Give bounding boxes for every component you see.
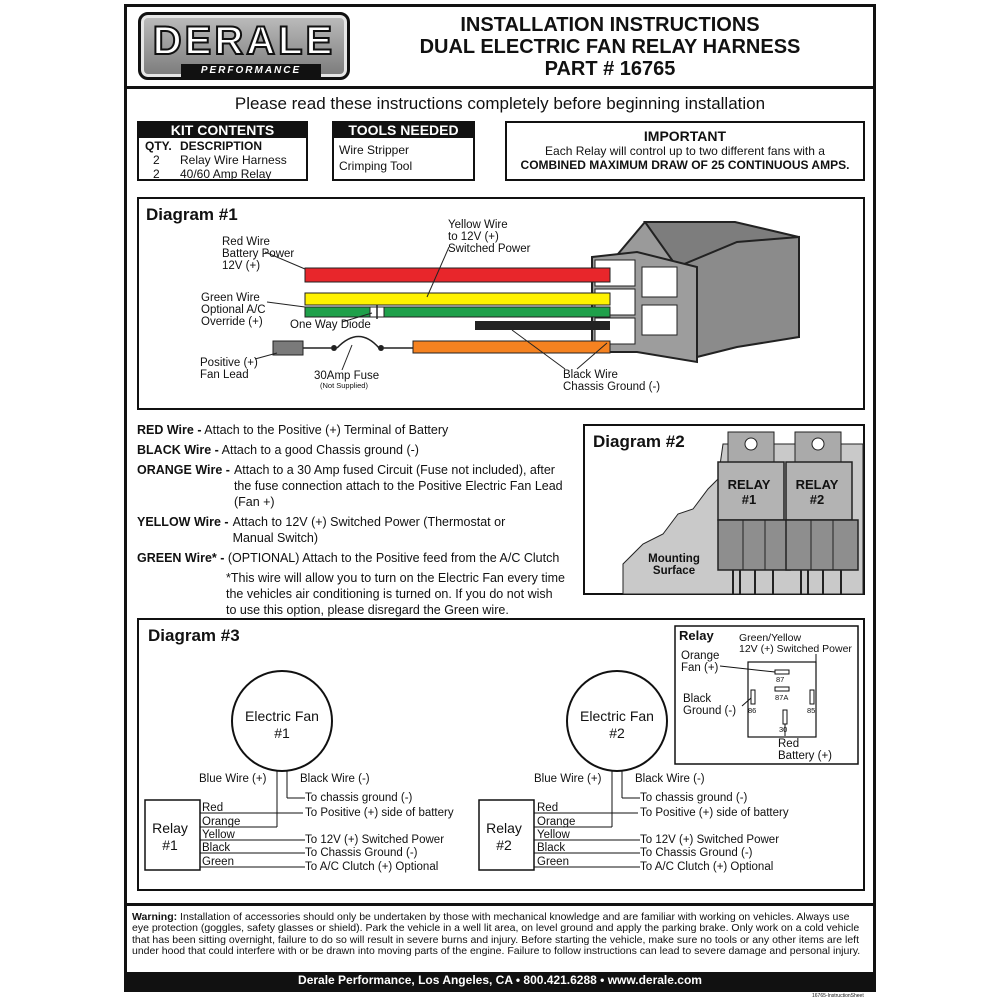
wire-text: Attach to the Positive (+) Terminal of Battery — [204, 423, 449, 437]
pin-86 — [751, 690, 755, 704]
important-box — [505, 121, 865, 181]
orange-instruction — [137, 462, 587, 510]
pin-87 — [775, 670, 789, 674]
green-note — [226, 570, 587, 618]
pin-86-label: 86 — [748, 706, 757, 715]
wire-name: ORANGE Wire - — [137, 463, 230, 477]
wire-text-block — [233, 514, 506, 546]
diagram-2-title: Diagram #2 — [593, 432, 685, 451]
kit-item-qty: 2 — [153, 153, 160, 167]
pin-30 — [783, 710, 787, 724]
wire-text: Manual Switch) — [232, 531, 319, 545]
logo-text: DERALE — [152, 19, 336, 63]
to-ac-label: To A/C Clutch (+) Optional — [640, 861, 774, 873]
relay-2-text: Relay #2 — [486, 820, 522, 853]
important-line-2: COMBINED MAXIMUM DRAW OF 25 CONTINUOUS AMPS. — [520, 158, 850, 172]
wire-red-label: Red — [202, 802, 224, 814]
relay-1-label: RELAY #1 — [727, 477, 771, 507]
footer-divider — [124, 903, 876, 906]
kit-contents-title: KIT CONTENTS — [139, 123, 306, 138]
derale-logo — [138, 12, 350, 80]
fan-lead-label: Positive (+) Fan Lead — [200, 357, 258, 381]
important-title: IMPORTANT — [643, 128, 727, 144]
relay-1-text: Relay #1 — [152, 820, 188, 853]
relay-2-label: RELAY #2 — [795, 477, 839, 507]
qty-header: QTY. — [145, 139, 172, 153]
relay-1-connector — [718, 520, 790, 570]
kit-item-qty: 2 — [153, 167, 160, 181]
to-switched-label: To 12V (+) Switched Power — [305, 834, 445, 846]
blue-wire-label: Blue Wire (+) — [199, 773, 267, 785]
desc-header: DESCRIPTION — [180, 139, 263, 153]
wire-name: GREEN Wire* - — [137, 551, 225, 565]
wire-black-label: Black — [202, 842, 231, 854]
title-line-2: DUAL ELECTRIC FAN RELAY HARNESS — [419, 36, 801, 58]
kit-contents-box — [137, 121, 308, 181]
wire-green-label: Green — [202, 856, 234, 868]
leader-line — [267, 302, 305, 307]
orange-label: Orange Fan (+) — [681, 650, 720, 674]
fuse-terminal — [378, 345, 384, 351]
important-line-1: Each Relay will control up to two different fans with a — [545, 144, 825, 158]
to-chassis-label: To chassis ground (-) — [305, 792, 413, 804]
relay-inset-title: Relay — [679, 628, 714, 643]
relay-2-connector — [786, 520, 858, 570]
green-note-line: to use this option, please disregard the Green wire. — [226, 603, 509, 617]
wire-text: Attach to a 30 Amp fused Circuit (Fuse not included), after — [233, 463, 555, 477]
wire-red-label: Red — [537, 802, 559, 814]
relay-1-screw — [745, 438, 757, 450]
fan-2-label: Electric Fan #2 — [580, 708, 654, 741]
red-wire-label: Red Wire Battery Power 12V (+) — [222, 236, 295, 272]
wire-name: YELLOW Wire - — [137, 515, 229, 529]
leader-line — [255, 353, 277, 359]
green-note-line: the vehicles air conditioning is turned on. If you do not wish — [226, 587, 553, 601]
mounting-surface-label: Mounting Surface — [648, 553, 700, 577]
fuse-terminal — [331, 345, 337, 351]
warning-text — [132, 912, 868, 957]
wire-text: (OPTIONAL) Attach to the Positive feed from the A/C Clutch — [227, 551, 560, 565]
wire-orange-label: Orange — [537, 816, 576, 828]
warning-label: Warning: — [132, 911, 178, 923]
black-wire-label: Black Wire (-) — [300, 773, 370, 785]
footer-bar: Derale Performance, Los Angeles, CA • 800.421.6288 • www.derale.com — [127, 972, 873, 989]
diagram-3-title: Diagram #3 — [148, 626, 240, 645]
fan-1-label: Electric Fan #1 — [245, 708, 319, 741]
red-wire — [305, 268, 610, 282]
pin-85-label: 85 — [807, 706, 816, 715]
pin-30-label: 30 — [779, 725, 788, 734]
tools-needed-title: TOOLS NEEDED — [334, 123, 473, 138]
red-label: Red Battery (+) — [778, 738, 833, 762]
wire-instructions — [137, 422, 587, 618]
connector-slot — [642, 267, 677, 297]
to-positive-label: To Positive (+) side of battery — [640, 807, 789, 819]
diagram-1-title: Diagram #1 — [146, 205, 238, 224]
read-notice: Please read these instructions completely before beginning installation — [234, 94, 766, 113]
title-line-1: INSTALLATION INSTRUCTIONS — [460, 14, 760, 36]
wire-yellow-label: Yellow — [202, 829, 235, 841]
relay-2-screw — [812, 438, 824, 450]
wire-text: Attach to 12V (+) Switched Power (Thermostat or — [232, 515, 506, 529]
fuse-label: 30Amp Fuse — [314, 370, 380, 382]
logo-subtext: PERFORMANCE — [181, 64, 321, 77]
red-instruction — [137, 422, 587, 438]
orange-wire — [413, 341, 610, 353]
yellow-instruction — [137, 514, 587, 546]
pin-85 — [810, 690, 814, 704]
black-wire — [475, 321, 610, 330]
black-wire-label: Black Wire (-) — [635, 773, 705, 785]
pin-87a-label: 87A — [775, 693, 789, 702]
black-label: Black Ground (-) — [683, 693, 737, 717]
title-line-3: PART # 16765 — [544, 58, 676, 80]
black-wire-label: Black Wire Chassis Ground (-) — [563, 369, 661, 393]
wire-name: RED Wire - — [137, 423, 202, 437]
to-positive-label: To Positive (+) side of battery — [305, 807, 454, 819]
fuse-note: (Not Supplied) — [320, 381, 368, 390]
yellow-wire — [305, 293, 610, 305]
green-instruction — [137, 550, 587, 566]
tool-item: Wire Stripper — [339, 143, 410, 157]
leader-line — [342, 345, 352, 370]
sheet-id: 16765-InstructionSheet — [812, 993, 864, 999]
kit-item-desc: Relay Wire Harness — [180, 153, 287, 167]
fan-lead-connector — [273, 341, 303, 355]
pin-87-label: 87 — [776, 675, 785, 684]
blue-wire-label: Blue Wire (+) — [534, 773, 602, 785]
wire-text: the fuse connection attach to the Positive Electric Fan Lead — [233, 479, 563, 493]
wire-text: (Fan +) — [233, 495, 275, 509]
connector-slot — [642, 305, 677, 335]
to-switched-label: To 12V (+) Switched Power — [640, 834, 780, 846]
green-wire-label: Green Wire Optional A/C Override (+) — [201, 292, 266, 328]
wire-black-label: Black — [537, 842, 566, 854]
wire-yellow-label: Yellow — [537, 829, 570, 841]
wire-orange-label: Orange — [202, 816, 241, 828]
diode-label: One Way Diode — [290, 319, 371, 331]
tool-item: Crimping Tool — [339, 159, 413, 173]
wire-text: Attach to a good Chassis ground (-) — [221, 443, 419, 457]
green-note-line: *This wire will allow you to turn on the Electric Fan every time — [226, 571, 566, 585]
to-ac-label: To A/C Clutch (+) Optional — [305, 861, 439, 873]
to-chassis-ground-label: To Chassis Ground (-) — [305, 847, 418, 859]
pin-87a — [775, 687, 789, 691]
wire-text-block — [234, 462, 563, 510]
kit-item-desc: 40/60 Amp Relay — [180, 167, 272, 181]
tools-needed-box — [332, 121, 475, 181]
wire-name: BLACK Wire - — [137, 443, 219, 457]
wire-green-label: Green — [537, 856, 569, 868]
warning-body: Installation of accessories should only be undertaken by those with mechanical knowledge and are familiar with working on vehicles. Always use eye protection (goggles, safety glasses or shield). Park the vehicle in a well lit area, on level ground and apply the parking brake. Only work on a cold vehicle that has been sitting overnight, failure to do so will result in severe burns and injury. Before starting the vehicle, make sure no tools or any other items are left under hood that could interfere with or be drawn into moving parts of the engine. Failure to follow instructions can lead to severe damage and personal injury. — [132, 911, 861, 957]
green-wire — [305, 307, 610, 317]
black-instruction — [137, 442, 587, 458]
page-title — [370, 14, 850, 80]
to-chassis-ground-label: To Chassis Ground (-) — [640, 847, 753, 859]
to-chassis-label: To chassis ground (-) — [640, 792, 748, 804]
fuse-element — [337, 337, 379, 349]
green-yellow-label: Green/Yellow 12V (+) Switched Power — [739, 632, 852, 655]
yellow-wire-label: Yellow Wire to 12V (+) Switched Power — [448, 219, 531, 255]
header-divider — [124, 86, 876, 89]
